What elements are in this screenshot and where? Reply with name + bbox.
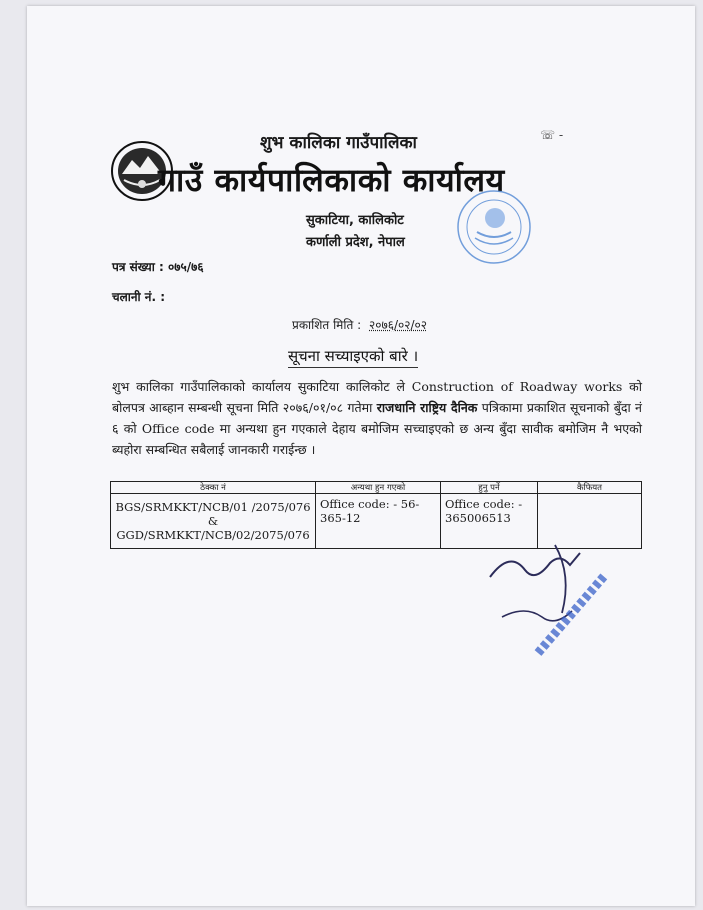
newspaper-name: राजधानि राष्ट्रिय दैनिक: [376, 400, 478, 415]
address-line-1: सुकाटिया, कालिकोट: [306, 213, 404, 228]
dispatch-number: चलानी नं. :: [112, 290, 166, 304]
municipality-name: शुभ कालिका गाउँपालिका: [260, 133, 417, 153]
col-header-incorrect: अन्यथा हुन गएको: [316, 482, 441, 494]
cell-contract-no: BGS/SRMKKT/NCB/01 /2075/076 & GGD/SRMKKT/NCB/02/2075/076: [111, 494, 316, 549]
body-part-2: पत्रिकामा प्रकाशित सूचनाको बुँदा नं ६ को Office code मा अन्यथा हुन गएकाले देहाय बमोजिम सच्चाइएको छ अन्य बुँदा सावीक बमोजिम नै भएको ब्यहोरा सम्बन्धित सबैलाई जानकारी गराईन्छ ।: [112, 400, 642, 457]
published-date-value: २०७६/०२/०२: [369, 318, 428, 332]
header-mark: ☏ -: [540, 128, 564, 142]
letter-number: पत्र संख्या : ०७५/७६: [112, 260, 204, 274]
cell-correct-code: Office code: - 365006513: [441, 494, 538, 549]
col-header-correct: हुनु पर्ने: [441, 482, 538, 494]
published-date-line: [292, 316, 427, 333]
notice-body: [112, 376, 642, 460]
signature-and-stamp: [480, 535, 640, 665]
office-stamp-icon: [455, 188, 533, 266]
cell-incorrect-code: Office code: - 56-365-12: [316, 494, 441, 549]
published-date-label: प्रकाशित मिति :: [292, 318, 362, 332]
table-header-row: [111, 482, 642, 494]
col-header-contract-no: ठेक्का नं: [111, 482, 316, 494]
body-part-1: शुभ कालिका गाउँपालिकाको कार्यालय सुकाटिया कालिकोट ले Construction of Roadway works को बोलपत्र आब्हान सम्बन्धी सूचना मिति २०७६/०१/०८ गतेमा: [112, 379, 642, 415]
address-line-2: कर्णाली प्रदेश, नेपाल: [306, 235, 405, 250]
office-title: गाउँ कार्यपालिकाको कार्यालय: [158, 161, 505, 199]
notice-subject: सूचना सच्याइएको बारे ।: [288, 346, 418, 368]
col-header-remarks: कैफियत: [538, 482, 642, 494]
